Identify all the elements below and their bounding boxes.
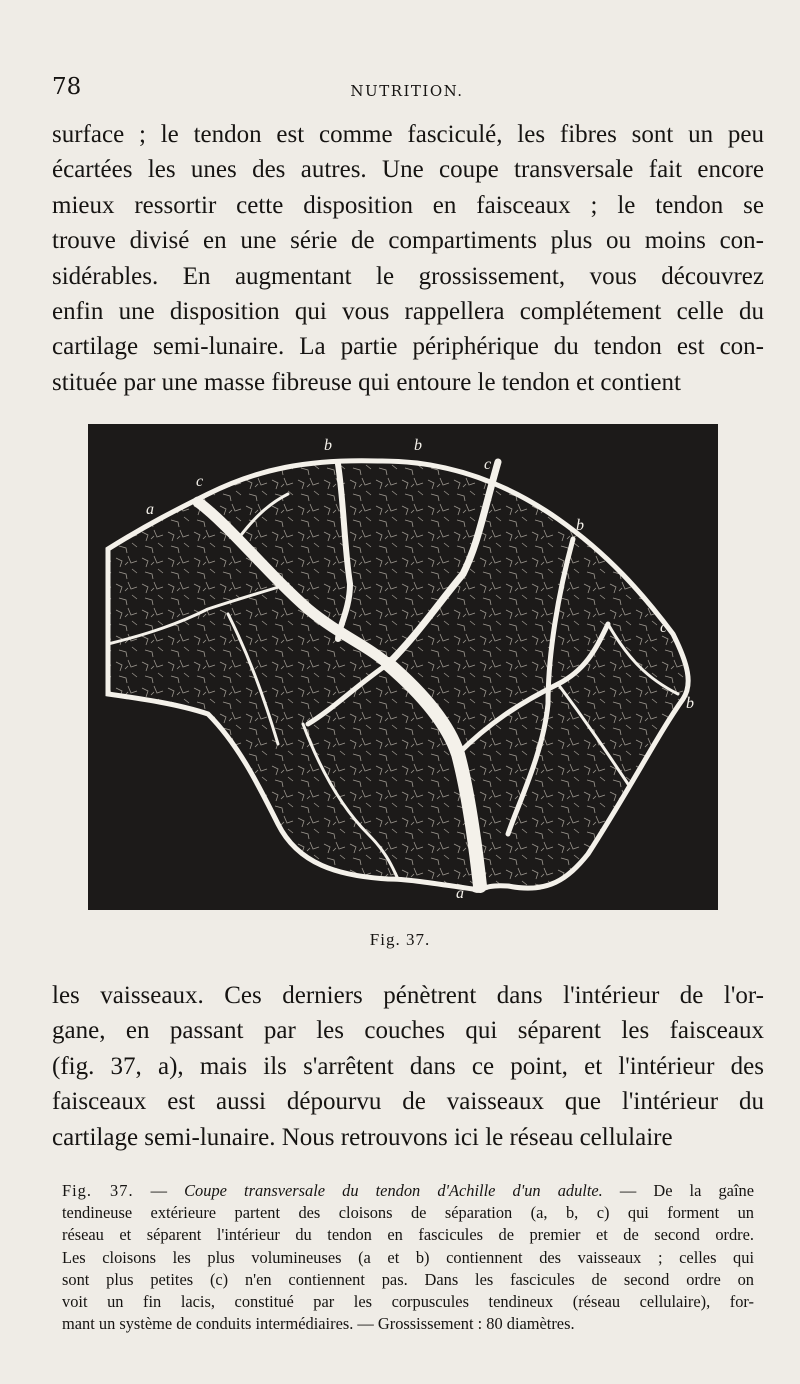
body-paragraph-bottom: [52, 978, 764, 1155]
figure-letter-b: b: [576, 517, 584, 534]
text-line: (fig. 37, a), mais ils s'arrêtent dans ce point, et l'intérieur des: [52, 1052, 764, 1080]
legend-line: voit un fin lacis, constitué par les corpuscules tendineux (réseau cellulaire), for-: [62, 1292, 754, 1312]
figure-letter-b: b: [414, 437, 422, 454]
legend-line: tendineuse extérieure partent des cloisons de séparation (a, b, c) qui forment un: [62, 1203, 754, 1223]
text-line: stituée par une masse fibreuse qui entoure le tendon et contient: [52, 368, 681, 396]
page-header: [52, 74, 762, 104]
legend-line: sont plus petites (c) n'en contiennent pas. Dans les fascicules de second ordre on: [62, 1269, 754, 1289]
legend-fig-ref: Fig. 37.: [62, 1181, 134, 1200]
figure-label: Fig. 37.: [369, 930, 431, 949]
legend-line-rest: — De la gaîne: [602, 1181, 754, 1200]
text-line: enfin une disposition qui vous rappellera complétement celle du: [52, 298, 764, 326]
text-line: sidérables. En augmentant le grossissement, vous découvrez: [52, 262, 764, 290]
figure-letter-c: c: [484, 456, 492, 473]
text-line: cartilage semi-lunaire. Nous retrouvons ici le réseau cellulaire: [52, 1123, 673, 1151]
text-line: mieux ressortir cette disposition en faisceaux ; le tendon se: [52, 191, 764, 219]
page-number: 78: [52, 74, 82, 100]
figure-letter-c: c: [196, 473, 204, 490]
figure-letter-c: c: [660, 619, 668, 636]
running-head: NUTRITION.: [350, 82, 464, 100]
text-line: les vaisseaux. Ces derniers pénètrent dans l'intérieur de l'or-: [52, 982, 764, 1009]
text-line: surface ; le tendon est comme fasciculé, les fibres sont un peu: [52, 121, 764, 148]
figure-letter-b: b: [686, 695, 694, 712]
text-line: écartées les unes des autres. Une coupe transversale fait encore: [52, 156, 764, 184]
legend-line: [62, 1180, 754, 1202]
body-paragraph-top: [52, 117, 764, 400]
legend-line: mant un système de conduits intermédiaires. — Grossissement : 80 diamètres.: [62, 1314, 575, 1334]
text-line: cartilage semi-lunaire. La partie périphérique du tendon est con-: [52, 333, 764, 361]
tendon-cross-section-drawing: [88, 424, 718, 910]
legend-dash: —: [133, 1181, 185, 1200]
figure-letter-a: a: [456, 885, 464, 902]
figure-legend: [62, 1180, 754, 1335]
legend-title: Coupe transversale du tendon d'Achille d'un adulte.: [184, 1181, 603, 1200]
text-line: gane, en passant par les couches qui séparent les faisceaux: [52, 1017, 764, 1045]
figure-letter-a: a: [146, 501, 154, 518]
figure-37-illustration: [88, 424, 718, 910]
text-line: faisceaux est aussi dépourvu de vaisseaux que l'intérieur du: [52, 1088, 764, 1116]
text-line: trouve divisé en une série de compartiments plus ou moins con-: [52, 227, 764, 255]
legend-line: Les cloisons les plus volumineuses (a et b) contiennent des vaisseaux ; celles qui: [62, 1247, 754, 1267]
figure-letter-b: b: [324, 437, 332, 454]
legend-line: réseau et séparent l'intérieur du tendon en fascicules de premier et de second ordre.: [62, 1225, 754, 1245]
